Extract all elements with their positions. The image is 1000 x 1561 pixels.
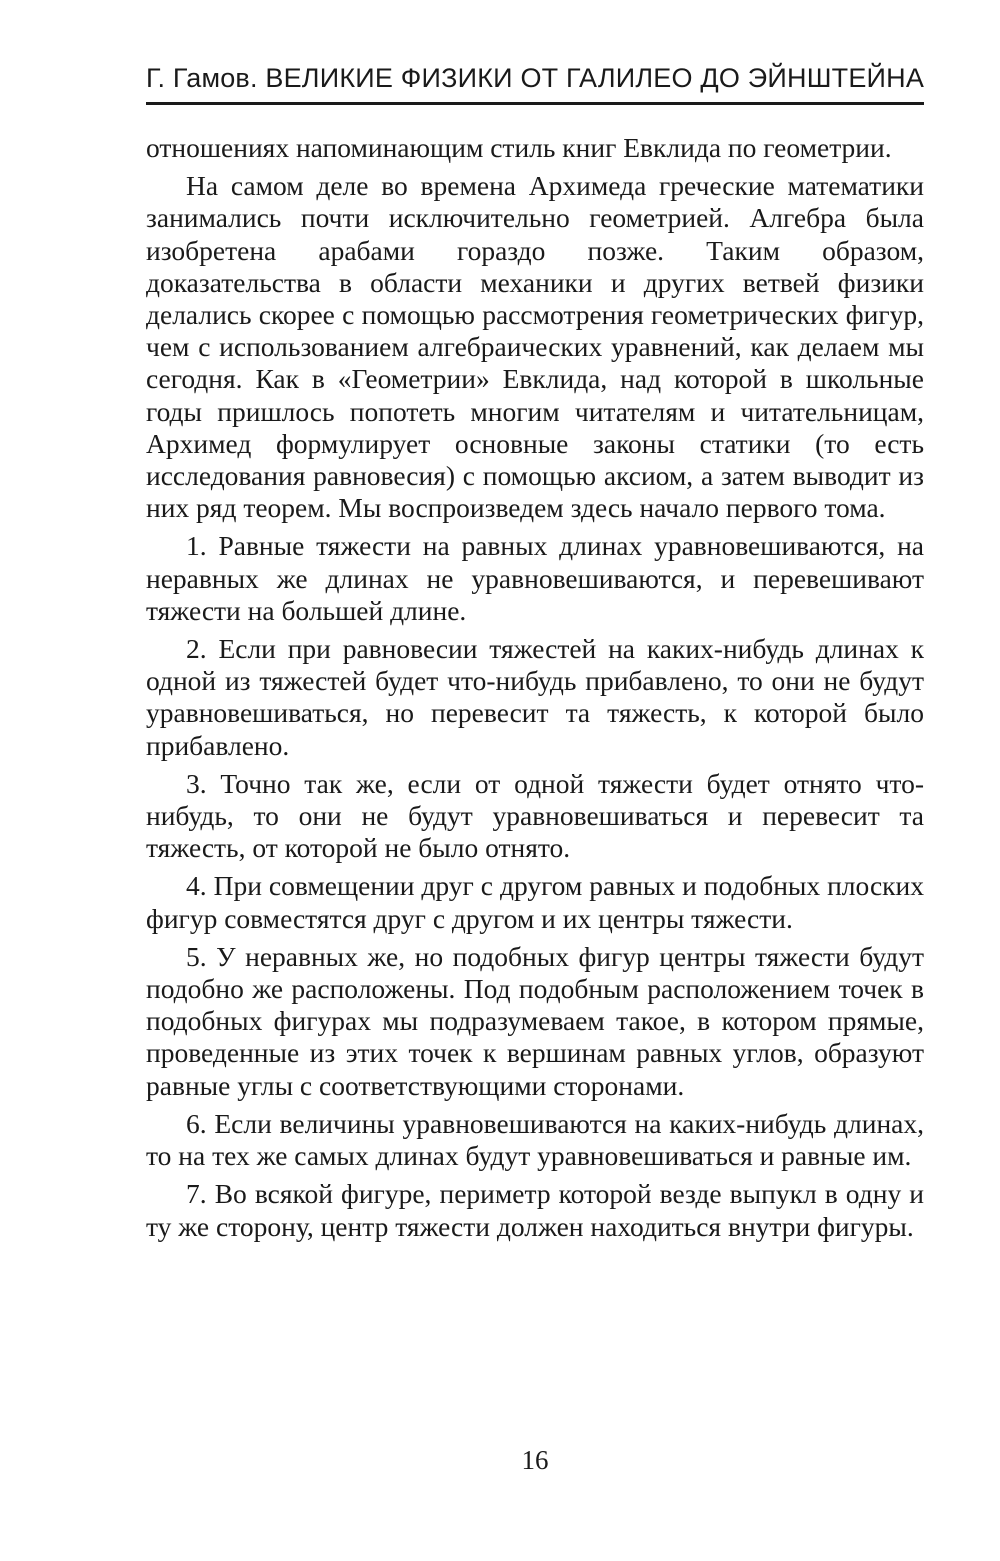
axiom-5: 5. У неравных же, но подобных фигур центры тяжести будут подобно же расположены. Под подобным расположением точек в подобных фигурах мы подразумеваем такое, в котором прямые, проведенные из этих точек к вершинам равных углов, образуют равные углы с соответствующими сторонами. — [146, 940, 924, 1101]
axiom-2: 2. Если при равновесии тяжестей на каких-нибудь длинах к одной из тяжестей будет что-нибудь прибавлено, то они не будут уравновешиваться, но перевесит та тяжесть, к которой было прибавлено. — [146, 633, 924, 761]
running-header: Г. Гамов. ВЕЛИКИЕ ФИЗИКИ ОТ ГАЛИЛЕО ДО ЭЙНШТЕЙНА — [146, 63, 925, 93]
axiom-6: 6. Если величины уравновешиваются на каких-нибудь длинах, то на тех же самых длинах будут уравновешиваться и равные им. — [146, 1107, 924, 1172]
body-text — [146, 132, 924, 1249]
axiom-4: 4. При совмещении друг с другом равных и подобных плоских фигур совместятся друг с другом и их центры тяжести. — [146, 870, 924, 934]
header-rule — [146, 102, 924, 105]
axiom-1: 1. Равные тяжести на равных длинах уравновешиваются, на неравных же длинах не уравновешиваются, и перевешивают тяжести на большей длине. — [146, 530, 924, 626]
axiom-3: 3. Точно так же, если от одной тяжести будет отнято что-нибудь, то они не будут уравновешиваться и перевесит та тяжесть, от которой не было отнято. — [146, 767, 924, 864]
intro-paragraph: На самом деле во времена Архимеда греческие математики занимались почти исключительно геометрией. Алгебра была изобретена арабами гораздо позже. Таким образом, доказательства в области механики и других ветвей физики делались скорее с помощью рассмотрения геометрических фигур, чем с использованием алгебраических уравнений, как делаем мы сегодня. Как в «Геометрии» Евклида, над которой в школьные годы пришлось попотеть многим читателям и читательницам, Архимед формулирует основные законы статики (то есть исследования равновесия) с помощью аксиом, а затем выводит из них ряд теорем. Мы воспроизведем здесь начало первого тома. — [146, 170, 924, 524]
axiom-7: 7. Во всякой фигуре, периметр которой везде выпукл в одну и ту же сторону, центр тяжести должен находиться внутри фигуры. — [146, 1178, 924, 1242]
continuation-paragraph: отношениях напоминающим стиль книг Евклида по геометрии. — [146, 132, 892, 163]
page-number: 16 — [521, 1445, 549, 1475]
